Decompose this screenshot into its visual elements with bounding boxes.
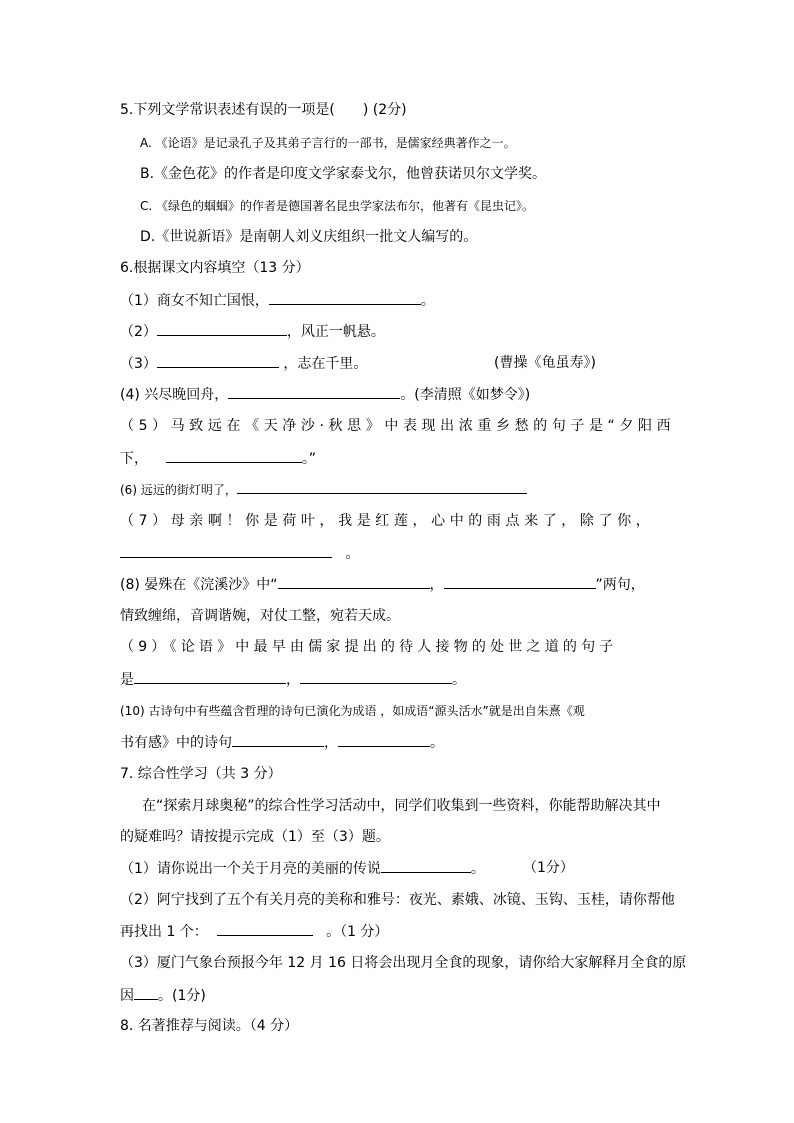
answer-blank-6-3[interactable] <box>157 353 279 368</box>
question-6-item-4 <box>120 384 530 405</box>
question-7-sub-2-line-1: （2）阿宁找到了五个有关月亮的美称和雅号：夜光、素娥、冰镜、玉钩、玉桂，请你帮他 <box>120 892 675 908</box>
item-8-suffix: ”两句， <box>595 577 645 593</box>
answer-blank-6-8b[interactable] <box>444 574 596 589</box>
item-3-source: (曹操《龟虽寿》) <box>494 355 596 371</box>
item-4-suffix: 。(李清照《如梦令》) <box>400 387 531 403</box>
item-10-prefix: 书有感》中的诗句 <box>120 735 232 751</box>
sub-2-suffix: 。（1 分） <box>326 924 389 940</box>
question-6-item-5-line-2 <box>120 448 316 469</box>
item-5-prefix: 下， <box>120 451 148 467</box>
item-9-suffix: 。 <box>452 672 466 688</box>
question-5-stem: 5.下列文学常识表述有误的一项是( ) (2分) <box>120 102 407 118</box>
item-8-prefix: (8) 晏殊在《浣溪沙》中“ <box>120 577 278 593</box>
item-8-separator: ， <box>429 577 444 593</box>
answer-blank-6-8a[interactable] <box>278 574 430 589</box>
question-6-item-10-line-1: (10) 古诗句中有些蕴含哲理的诗句已演化为成语 ，如成语“源头活水”就是出自朱熹《观 <box>120 704 585 718</box>
question-6-item-8-line-2: 情致缠绵，音调谐婉，对仗工整，宛若天成。 <box>120 608 400 624</box>
item-1-prefix: （1）商女不知亡国恨， <box>120 293 269 309</box>
item-3-prefix: （3） <box>120 356 157 372</box>
question-6-item-9-line-1: （9）《论语》中最早由儒家提出的待人接物的处世之道的句子 <box>120 639 618 655</box>
sub-3-prefix: 因 <box>120 988 134 1004</box>
item-9-separator: ， <box>286 672 300 688</box>
item-5-suffix: 。” <box>301 451 317 467</box>
item-6-prefix: (6) 远远的街灯明了， <box>120 483 237 497</box>
question-5-option-d: D.《世说新语》是南朝人刘义庆组织一批文人编写的。 <box>140 229 478 245</box>
question-7-sub-1 <box>120 858 485 879</box>
answer-blank-6-1[interactable] <box>269 290 421 305</box>
question-6-item-8-line-1 <box>120 574 645 595</box>
sub-1-score: （1分） <box>523 860 574 876</box>
sub-1-suffix: 。 <box>470 861 485 877</box>
question-6-item-2 <box>120 321 385 342</box>
answer-blank-7-3[interactable] <box>134 985 158 1000</box>
question-6-item-7-line-1: （7）母亲啊！你是荷叶，我是红莲，心中的雨点来了，除了你， <box>120 513 655 529</box>
sub-1-prefix: （1）请你说出一个关于月亮的美丽的传说 <box>120 861 381 877</box>
item-10-separator: ， <box>324 735 338 751</box>
question-6-item-7-line-2 <box>120 543 359 564</box>
sub-3-suffix: 。(1分) <box>158 988 206 1004</box>
question-7-intro-line-1: 在“探索月球奥秘”的综合性学习活动中，同学们收集到一些资料，你能帮助解决其中 <box>142 798 661 814</box>
question-6-item-9-line-2 <box>120 669 466 690</box>
question-7-sub-2-line-2 <box>120 921 388 942</box>
answer-blank-6-5[interactable] <box>166 448 302 463</box>
item-3-suffix: ，志在千里。 <box>283 356 368 372</box>
item-10-suffix: 。 <box>430 735 444 751</box>
answer-blank-6-10a[interactable] <box>232 732 324 747</box>
answer-blank-6-6[interactable] <box>237 479 527 494</box>
question-8-stem: 8. 名著推荐与阅读。（4 分） <box>120 1018 299 1034</box>
item-2-suffix: ，风正一帆悬。 <box>286 324 385 340</box>
item-4-prefix: (4) 兴尽晚回舟， <box>120 387 229 403</box>
question-7-stem: 7. 综合性学习（共 3 分） <box>120 766 282 782</box>
question-7-intro-line-2: 的疑难吗？请按提示完成（1）至（3）题。 <box>120 829 390 845</box>
item-1-suffix: 。 <box>420 293 435 309</box>
answer-blank-6-10b[interactable] <box>338 732 430 747</box>
item-9-prefix: 是 <box>120 672 134 688</box>
answer-blank-7-1[interactable] <box>381 858 471 873</box>
question-5-option-b: B.《金色花》的作者是印度文学家泰戈尔，他曾获诺贝尔文学奖。 <box>140 166 547 182</box>
question-5-option-a: A. 《论语》是记录孔子及其弟子言行的一部书，是儒家经典著作之一。 <box>140 136 516 150</box>
question-6-item-10-line-2 <box>120 732 444 753</box>
answer-blank-6-4[interactable] <box>228 384 400 399</box>
question-6-item-1 <box>120 290 435 311</box>
question-7-sub-3-line-2 <box>120 985 206 1006</box>
question-6-item-5-line-1: （5）马致远在《天净沙·秋思》中表现出浓重乡愁的句子是“夕阳西 <box>120 418 676 434</box>
sub-2-prefix: 再找出 1 个： <box>120 924 208 940</box>
answer-blank-6-7[interactable] <box>120 543 332 558</box>
question-7-sub-3-line-1: （3）厦门气象台预报今年 12 月 16 日将会出现月全食的现象，请你给大家解释月全食的原 <box>120 955 687 971</box>
question-6-item-3 <box>120 353 367 374</box>
answer-blank-6-2[interactable] <box>157 321 287 336</box>
item-2-prefix: （2） <box>120 324 157 340</box>
item-7-suffix: 。 <box>345 546 360 562</box>
question-6-stem: 6.根据课文内容填空（13 分） <box>120 260 310 276</box>
answer-blank-6-9a[interactable] <box>134 669 286 684</box>
answer-blank-6-9b[interactable] <box>300 669 452 684</box>
question-5-option-c: C. 《绿色的蝈蝈》的作者是德国著名昆虫学家法布尔，他著有《昆虫记》。 <box>140 199 535 213</box>
question-6-item-6 <box>120 479 527 500</box>
answer-blank-7-2[interactable] <box>217 921 313 936</box>
